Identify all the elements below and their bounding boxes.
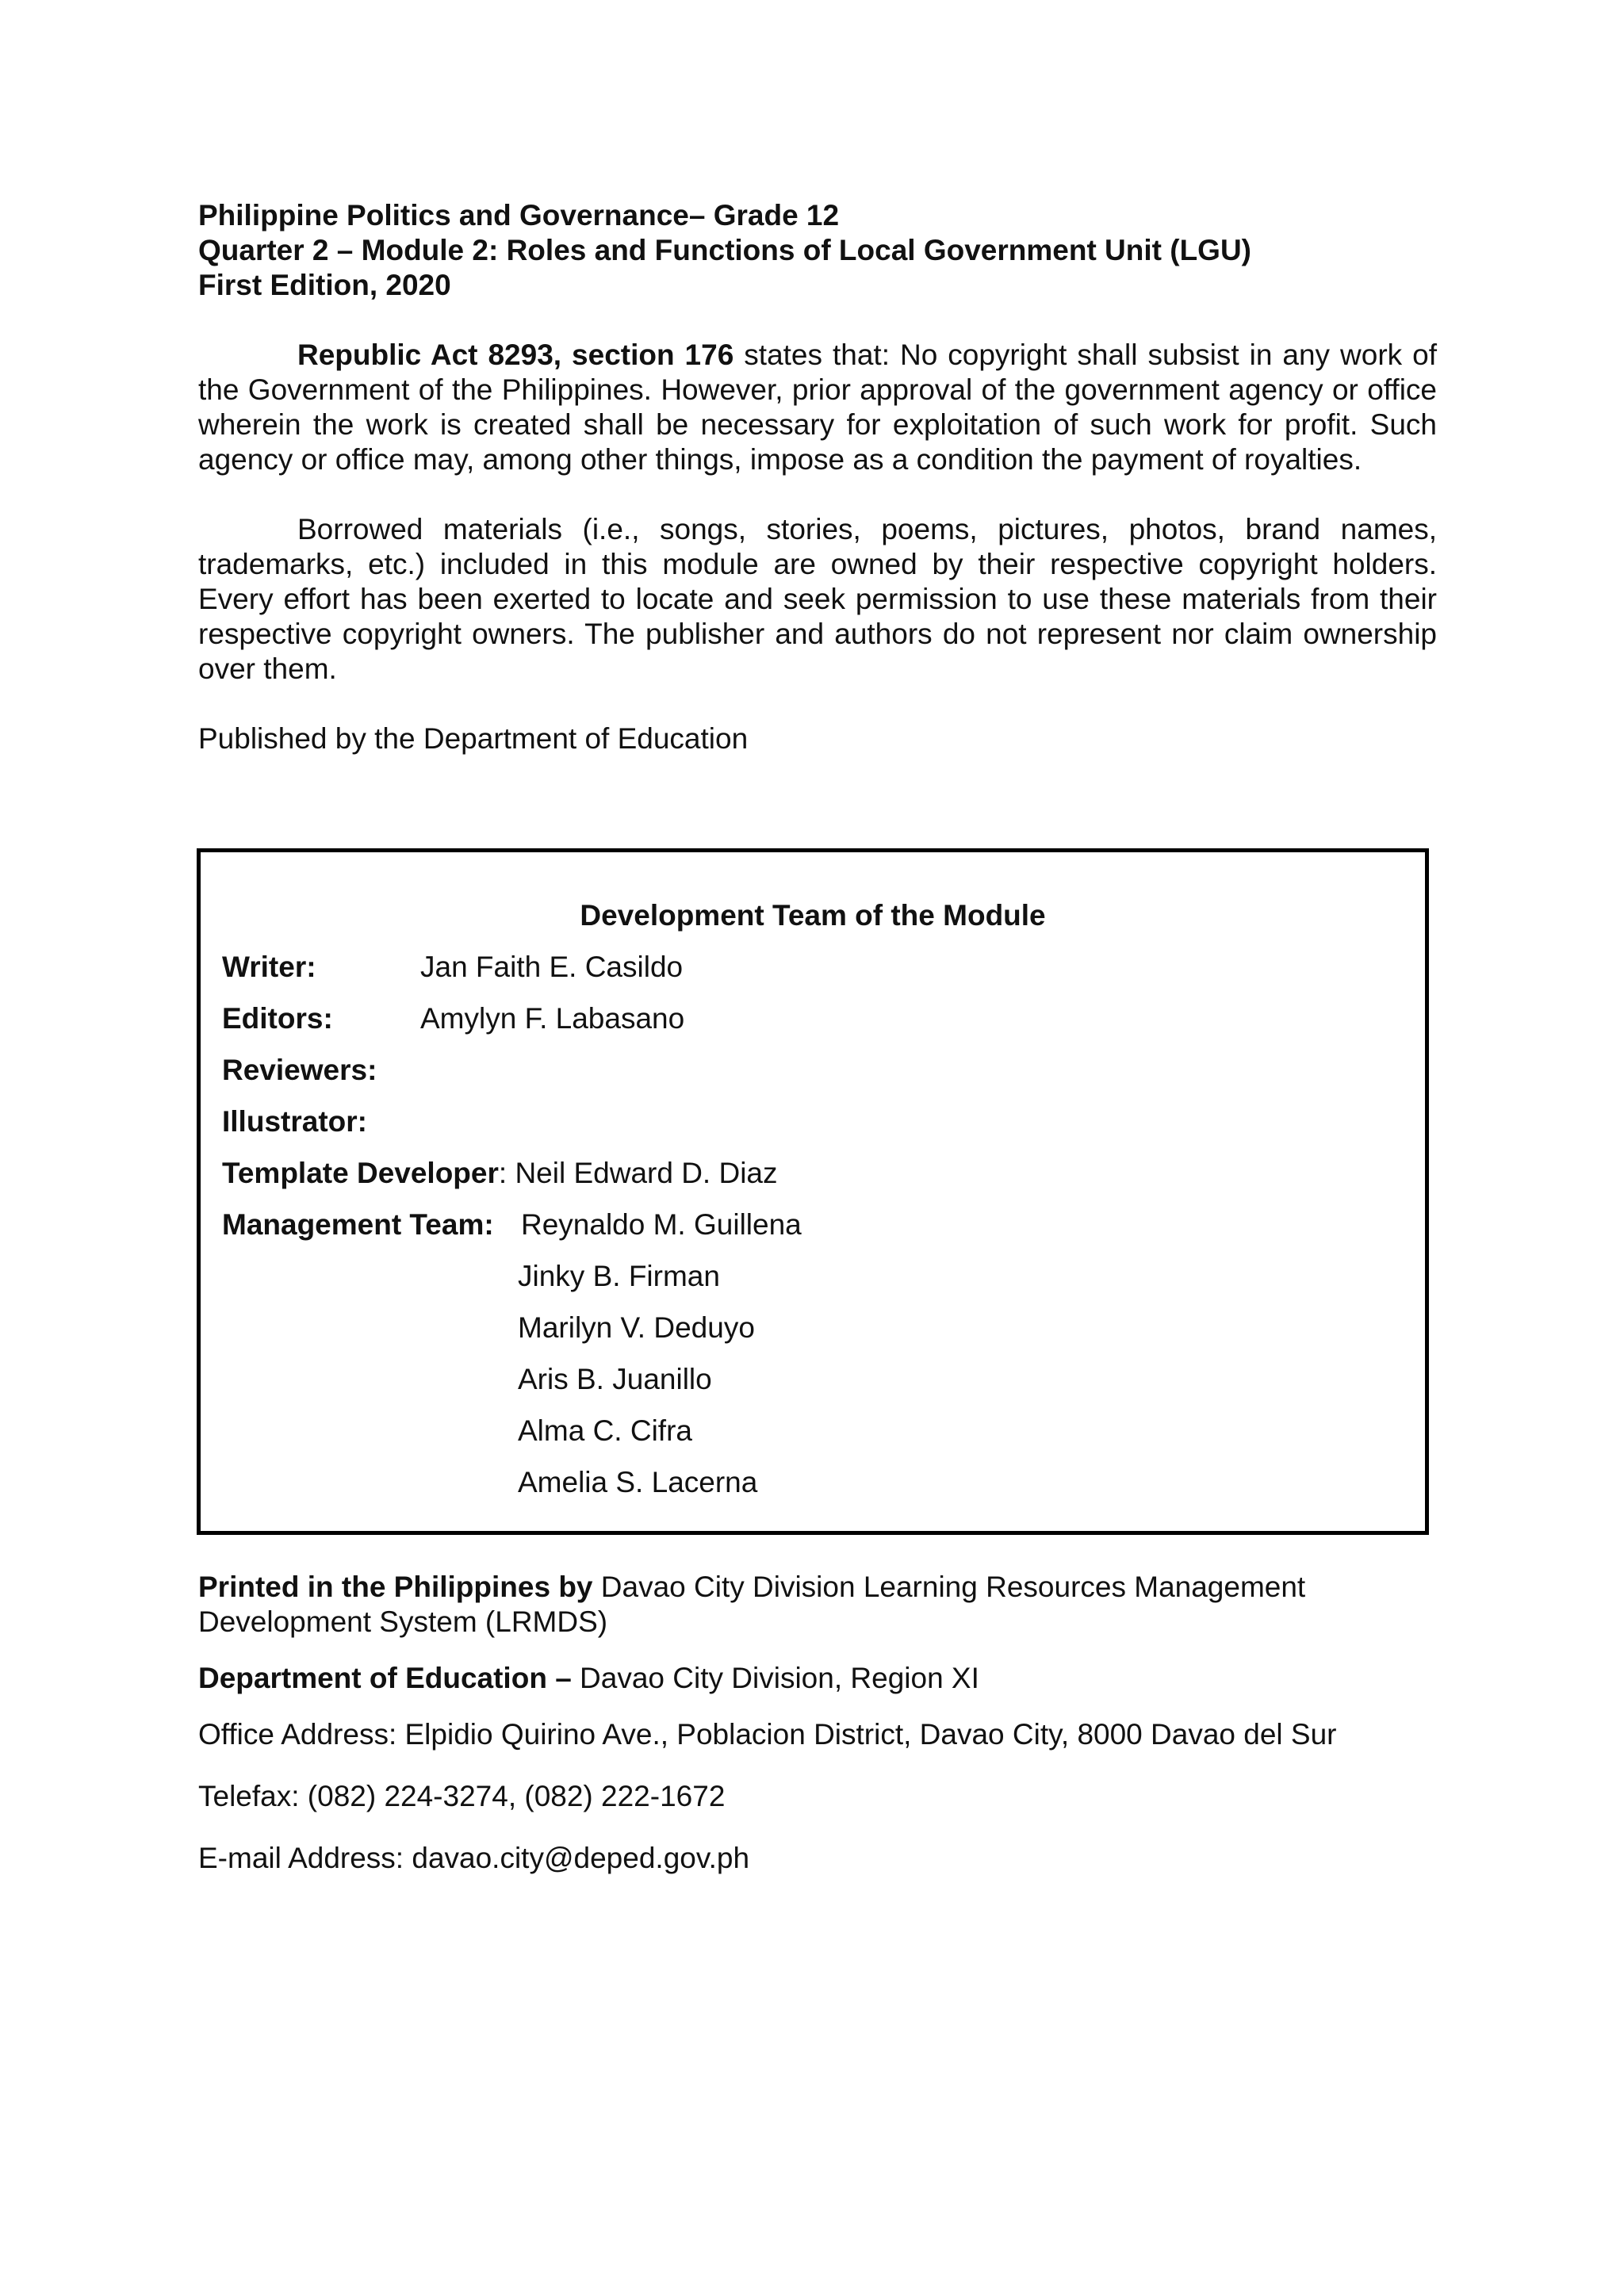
- email-address: E-mail Address: davao.city@deped.gov.ph: [198, 1842, 750, 1874]
- copyright-text: states that: No copyright shall subsist in any work of the Government of the Philippines. However, prior approval of the government agency or office wherein the work is created shall be necessary for exploitation of such work for profit. Such agency or office may, among other things, impose as a condition the payment of royalties.: [198, 339, 1437, 476]
- template-developer-label: Template Developer: [222, 1157, 499, 1189]
- edition-line: First Edition, 2020: [198, 269, 451, 301]
- deped-label: Department of Education –: [198, 1662, 572, 1694]
- editors-name: Amylyn F. Labasano: [420, 1002, 685, 1035]
- copyright-paragraph: [198, 338, 1437, 477]
- writer-label: Writer:: [222, 951, 316, 983]
- office-address: Office Address: Elpidio Quirino Ave., Poblacion District, Davao City, 8000 Davao del Sur: [198, 1718, 1337, 1751]
- management-member: Marilyn V. Deduyo: [518, 1311, 755, 1344]
- editors-label: Editors:: [222, 1002, 333, 1035]
- management-member: Jinky B. Firman: [518, 1260, 720, 1292]
- development-team-box: [197, 848, 1429, 1535]
- management-member: Reynaldo M. Guillena: [521, 1208, 802, 1241]
- management-member: Alma C. Cifra: [518, 1414, 692, 1447]
- management-member: Amelia S. Lacerna: [518, 1466, 758, 1498]
- module-title: Quarter 2 – Module 2: Roles and Functions of Local Government Unit (LGU): [198, 234, 1252, 266]
- reviewers-label: Reviewers:: [222, 1054, 377, 1086]
- management-team-row: [222, 1207, 494, 1242]
- publisher-info: [198, 1570, 1437, 1876]
- team-title: Development Team of the Module: [580, 899, 1046, 932]
- deped-division-text: Davao City Division, Region XI: [571, 1662, 979, 1694]
- illustrator-row: [222, 1104, 367, 1139]
- writer-name: Jan Faith E. Casildo: [420, 951, 684, 983]
- telefax: Telefax: (082) 224-3274, (082) 222-1672: [198, 1780, 726, 1812]
- subject-title: Philippine Politics and Governance– Grade 12: [198, 199, 840, 232]
- reviewers-row: [222, 1053, 377, 1088]
- illustrator-label: Illustrator:: [222, 1105, 367, 1138]
- front-matter: [198, 198, 1437, 756]
- template-developer-name: : Neil Edward D. Diaz: [498, 1157, 778, 1189]
- writer-row: [222, 950, 684, 985]
- management-team-label: Management Team:: [222, 1208, 494, 1241]
- deped-division: [198, 1661, 1437, 1696]
- borrowed-materials-paragraph: Borrowed materials (i.e., songs, stories, poems, pictures, photos, brand names, trademarks, etc.) included in this module are owned by their respective copyright holders. Every effort has been exerted to locate and seek permission to use these materials from their respective copyright owners. The publisher and authors do not represent nor claim ownership over them.: [198, 513, 1437, 685]
- management-member: Aris B. Juanillo: [518, 1363, 712, 1395]
- printed-by-text: Davao City Division Learning Resources Management Development System (LRMDS): [198, 1571, 1306, 1638]
- published-by: Published by the Department of Education: [198, 722, 749, 755]
- printed-by-label: Printed in the Philippines by: [198, 1571, 593, 1603]
- template-developer-row: [222, 1156, 778, 1191]
- editors-row: [222, 1001, 685, 1036]
- republic-act-reference: Republic Act 8293, section 176: [297, 339, 734, 371]
- printed-by: [198, 1570, 1437, 1640]
